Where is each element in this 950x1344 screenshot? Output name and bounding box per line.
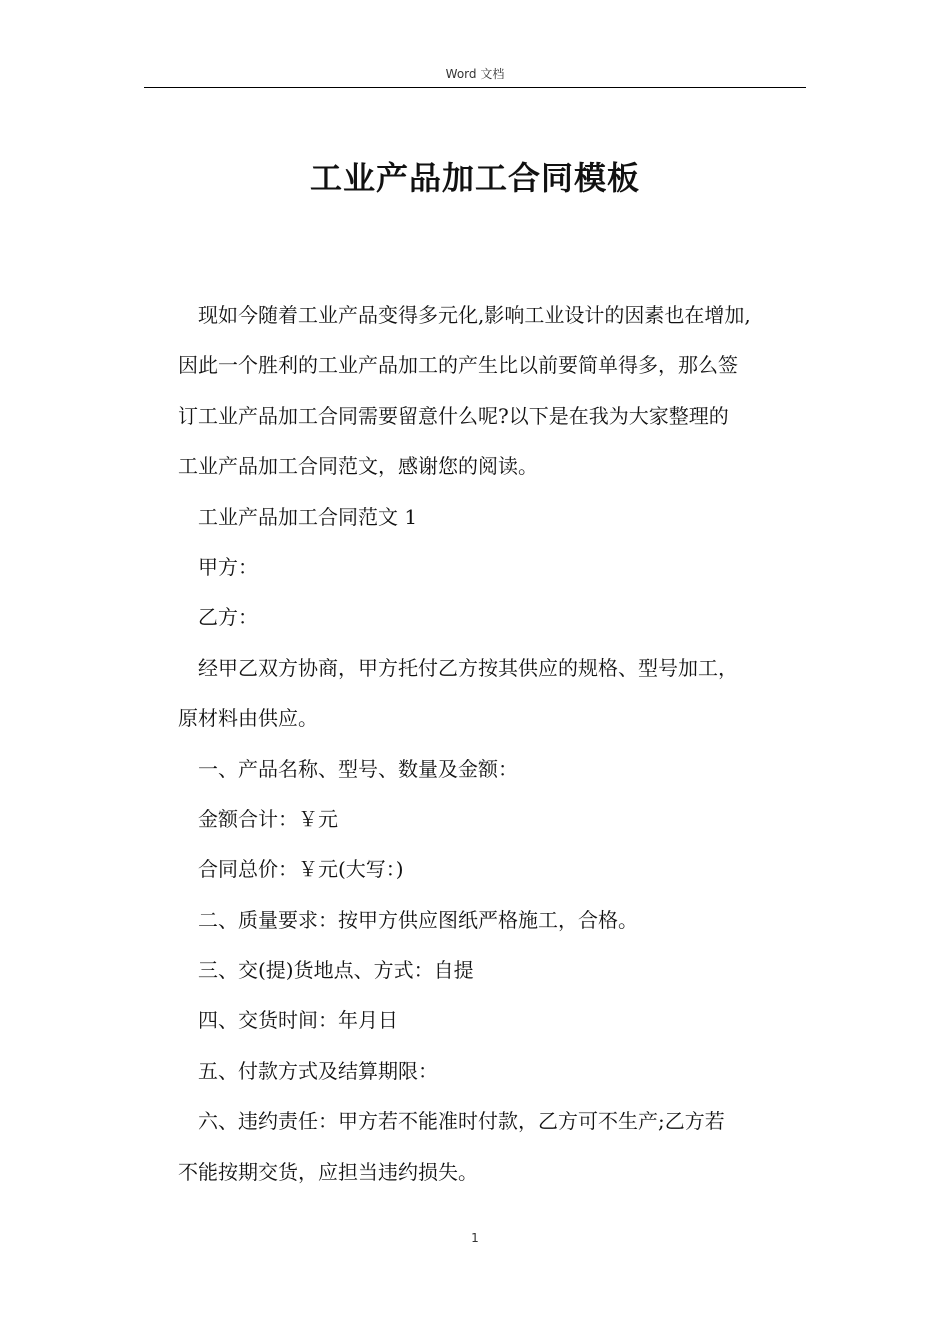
paragraph	[178, 945, 818, 995]
paragraph-line: 工业产品加工合同范文 1	[198, 504, 418, 529]
document-body	[178, 290, 818, 1197]
paragraph	[178, 1046, 818, 1096]
paragraph	[178, 643, 818, 744]
paragraph-line: 四、交货时间：年月日	[198, 1008, 398, 1033]
paragraph	[178, 492, 818, 542]
paragraph	[178, 290, 818, 492]
paragraph-line: 六、违约责任：甲方若不能准时付款，乙方可不生产;乙方若	[198, 1109, 725, 1134]
paragraph-line: 甲方：	[198, 554, 258, 579]
paragraph-line: 五、付款方式及结算期限：	[198, 1058, 438, 1083]
page-number: 1	[471, 1231, 479, 1245]
paragraph-line: 订工业产品加工合同需要留意什么呢?以下是在我为大家整理的	[178, 403, 729, 428]
header-divider	[144, 87, 806, 88]
paragraph-line: 二、质量要求：按甲方供应图纸严格施工，合格。	[198, 907, 638, 932]
paragraph-line: 因此一个胜利的工业产品加工的产生比以前要简单得多，那么签	[178, 353, 738, 378]
paragraph-line: 工业产品加工合同范文，感谢您的阅读。	[178, 454, 538, 479]
paragraph-line: 合同总价：￥元(大写：)	[198, 857, 404, 882]
paragraph	[178, 744, 818, 794]
page-header: Word 文档	[445, 67, 505, 81]
paragraph	[178, 794, 818, 844]
paragraph-line: 乙方：	[198, 605, 258, 630]
document-title: 工业产品加工合同模板	[309, 159, 640, 197]
paragraph-line: 三、交(提)货地点、方式：自提	[198, 958, 474, 983]
paragraph-line: 不能按期交货，应担当违约损失。	[178, 1159, 478, 1184]
paragraph	[178, 844, 818, 894]
paragraph	[178, 542, 818, 592]
paragraph	[178, 895, 818, 945]
paragraph-line: 现如今随着工业产品变得多元化,影响工业设计的因素也在增加,	[198, 303, 751, 327]
paragraph-line: 一、产品名称、型号、数量及金额：	[198, 756, 518, 781]
paragraph	[178, 995, 818, 1045]
paragraph	[178, 1096, 818, 1197]
paragraph-line: 金额合计：￥元	[198, 806, 338, 831]
paragraph-line: 经甲乙双方协商，甲方托付乙方按其供应的规格、型号加工，	[198, 655, 738, 680]
paragraph-line: 原材料由供应。	[178, 706, 318, 731]
paragraph	[178, 592, 818, 642]
